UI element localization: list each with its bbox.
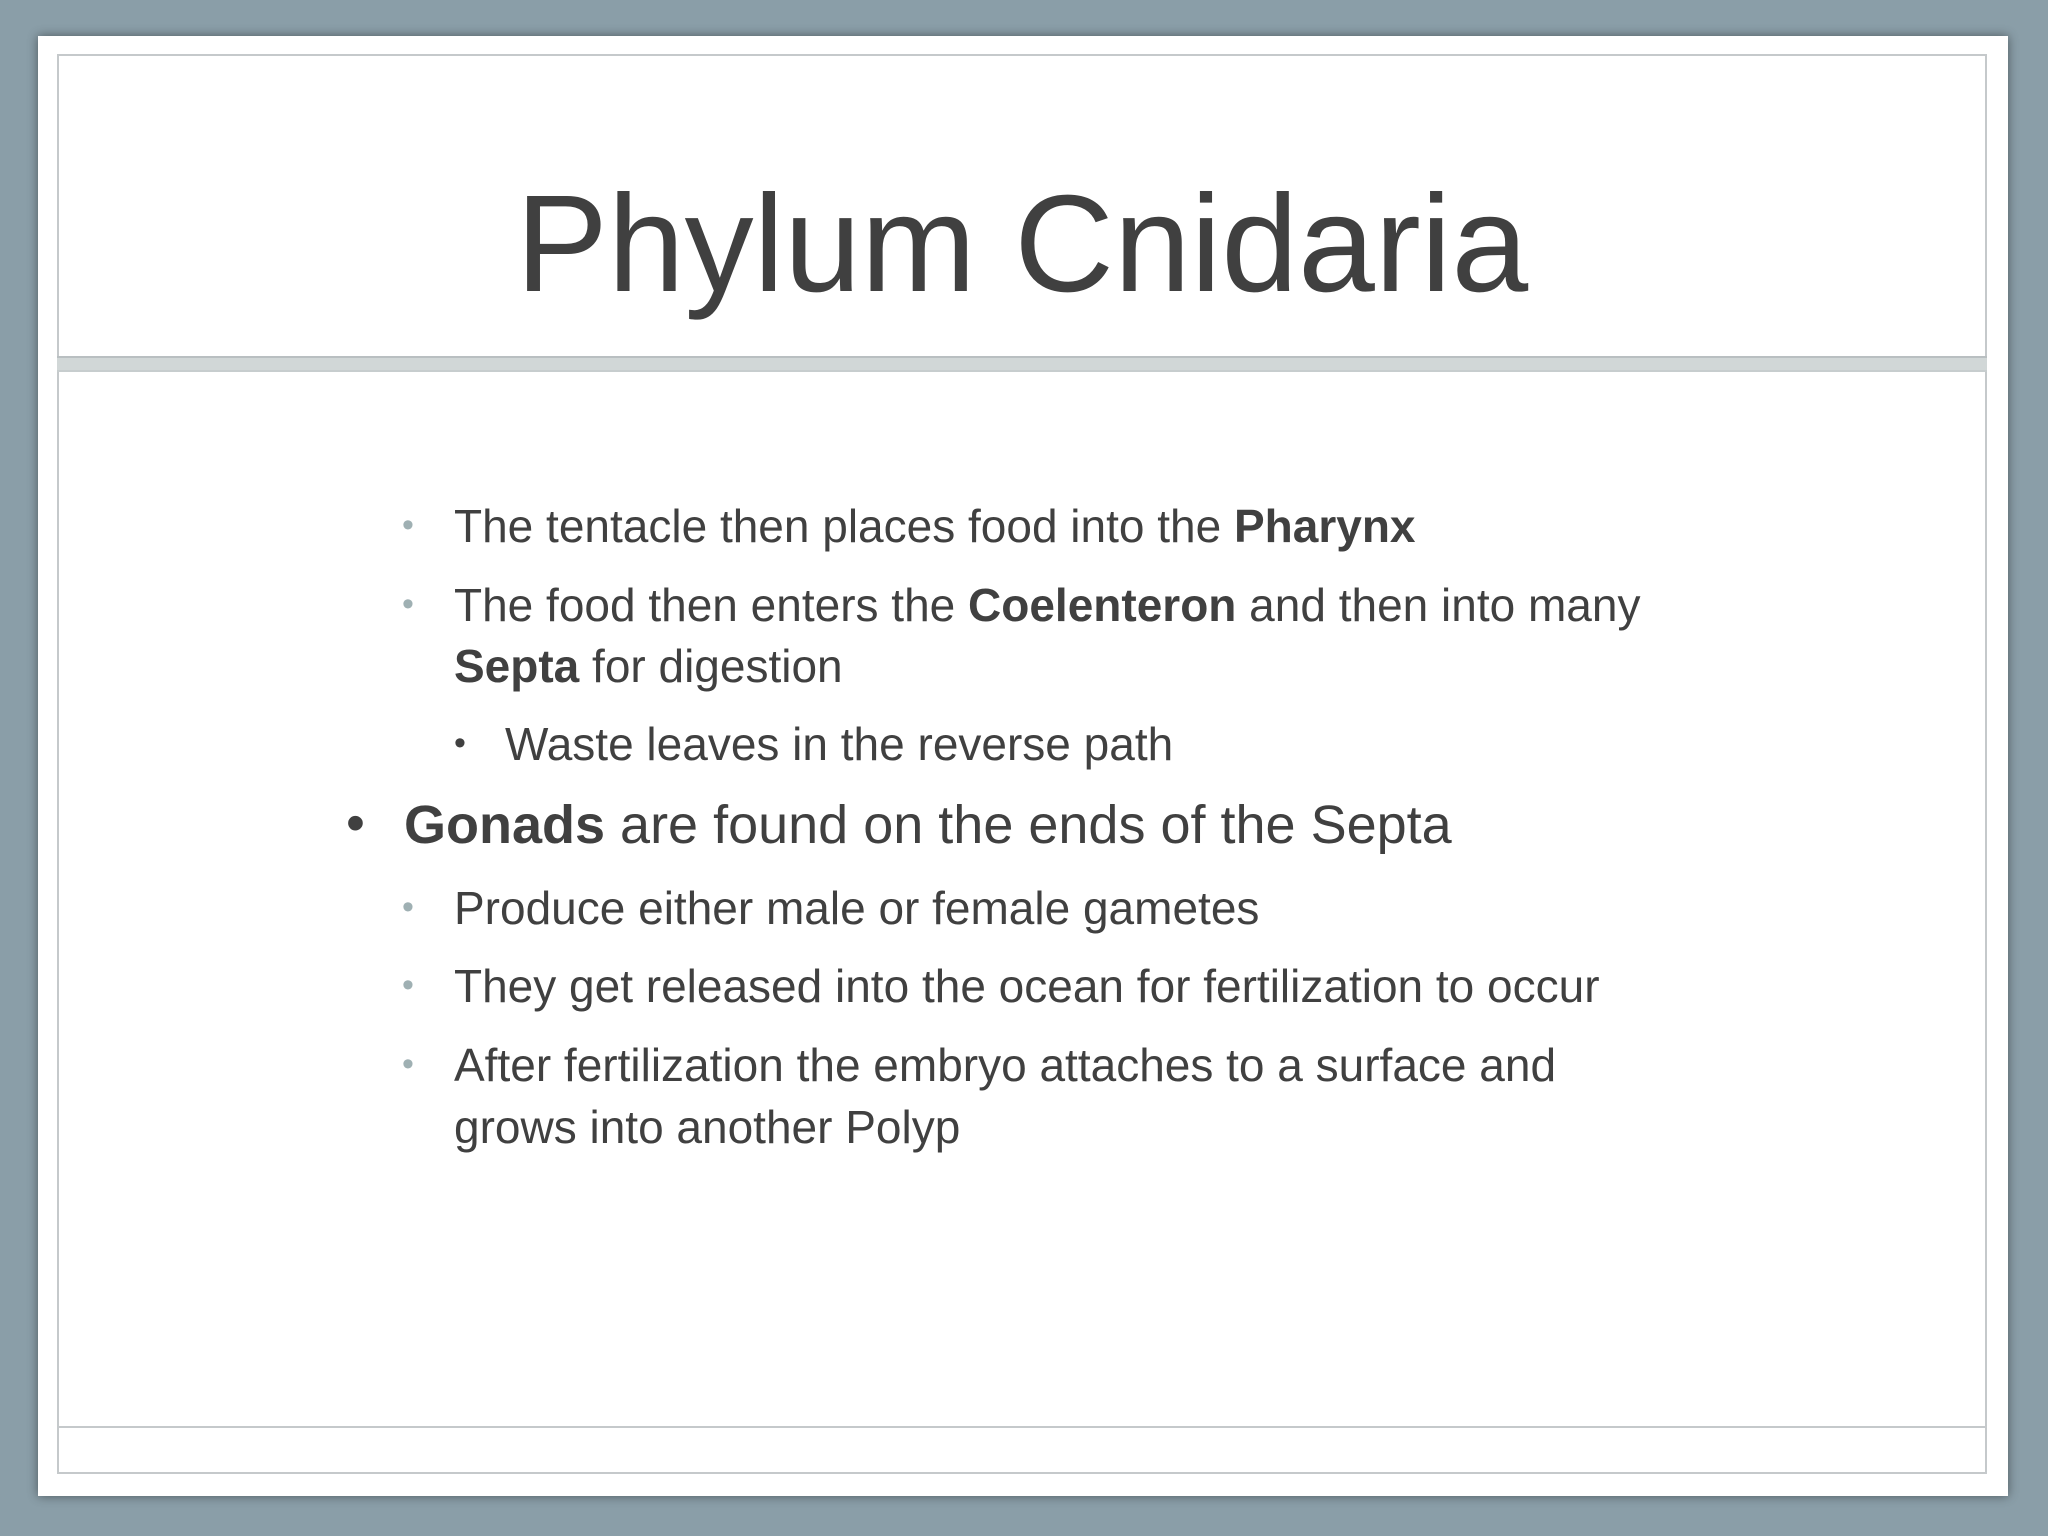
bullet-dot: • (402, 888, 414, 926)
bullet-pharynx: The tentacle then places food into the Pharynx (454, 500, 1416, 552)
bullet-fertilization: They get released into the ocean for fertilization to occur (454, 960, 1600, 1012)
slide-title: Phylum Cnidaria (515, 167, 1529, 321)
slide (38, 36, 2008, 1496)
bullet-dot: • (454, 724, 466, 762)
bullet-embryo: After fertilization the embryo attaches to a surface and (454, 1039, 1557, 1091)
bullet-dot: • (402, 585, 414, 623)
slide-content (38, 36, 2008, 1496)
bullet-dot: • (402, 506, 414, 544)
bullet-gametes: Produce either male or female gametes (454, 882, 1260, 934)
bullet-coelenteron: The food then enters the Coelenteron and then into many (454, 579, 1641, 631)
bullet-dot: • (402, 966, 414, 1004)
bullet-gonads: Gonads are found on the ends of the Septa (404, 795, 1452, 855)
bullet-dot: • (402, 1045, 414, 1083)
bullet-embryo-line2: grows into another Polyp (454, 1101, 961, 1153)
bullet-coelenteron-line2: Septa for digestion (454, 640, 843, 692)
bullet-dot: • (346, 793, 365, 853)
bullet-waste: Waste leaves in the reverse path (505, 718, 1174, 770)
